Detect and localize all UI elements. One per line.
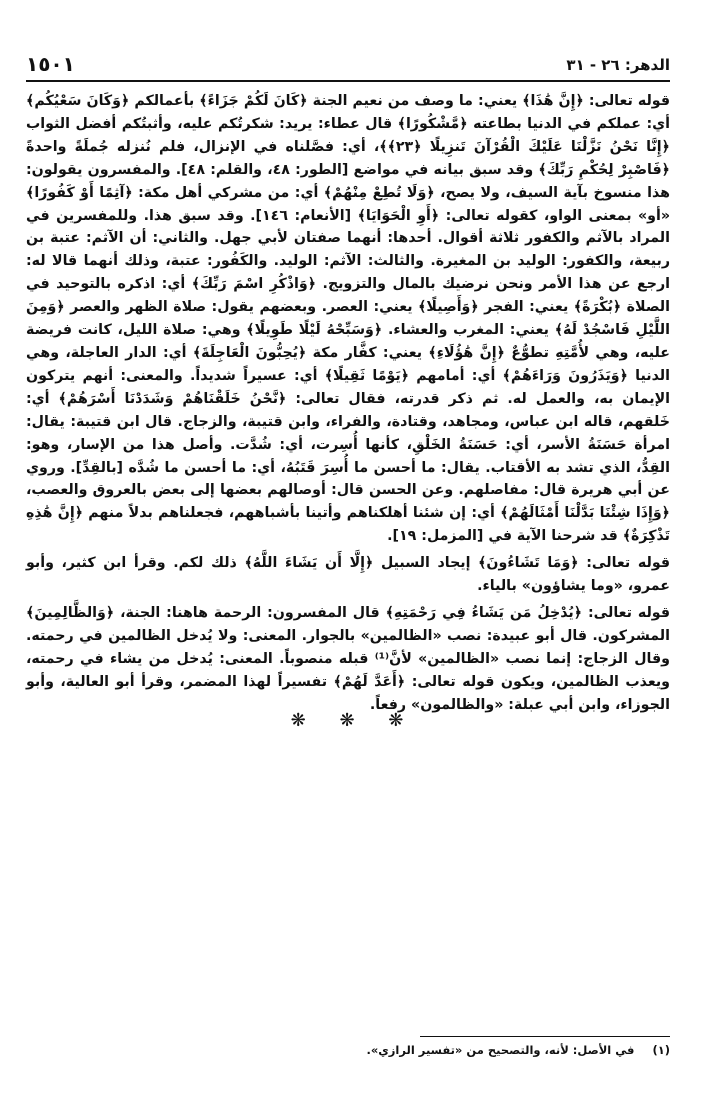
footnote-divider xyxy=(420,1036,670,1037)
paragraph-lead: قوله تعالى: xyxy=(588,93,670,109)
paragraph-lead: قوله تعالى: xyxy=(587,604,670,621)
paragraph-text: ﴿وَمَا تَشَاءُونَ﴾ إيجاد السبيل ﴿إِلَّا أَن يَشَاءَ اللَّهُ﴾ ذلك لكم. وقرأ ابن كثير، وأبو عمرو، «وما يشاؤون» بالياء. xyxy=(26,555,670,595)
paragraph-text: ﴿يُدْخِلُ مَن يَشَاءُ فِي رَحْمَتِهِ﴾ قال المفسرون: الرحمة هاهنا: الجنة، ﴿وَالظَّالِمِينَ﴾ المشركون. قال أبو عبيدة: نصب «الظالمين» بالجوار. المعنى: ولا يُدخل الظالمين في رحمته. وقال الزجاج: إنما نصب «الظالمين» لأنَّ⁽¹⁾ قبله منصوباً. المعنى: يُدخل من يشاء في رحمته، ويعذب الظالمين، ويكون قوله تعالى: ﴿أَعَدَّ لَهُمْ﴾ تفسيراً لهذا المضمر، وقرأ أبو العالية، وأبو الجوزاء، وابن أبي عبلة: «والظالمون» رفعاً. xyxy=(26,604,670,713)
section-ornament: ❋ ❋ ❋ xyxy=(290,710,418,731)
paragraph-text: ﴿إِنَّ هَٰذَا﴾ يعني: ما وصف من نعيم الجنة ﴿كَانَ لَكُمْ جَزَاءً﴾ بأعمالكم ﴿وَكَانَ سَعْيُكُم﴾ أي: عملكم في الدنيا بطاعته ﴿مَّشْكُورًا﴾ قال عطاء: يريد: شكرتُكم عليه، وأثبتُكم أفضل الثواب ﴿إِنَّا نَحْنُ نَزَّلْنَا عَلَيْكَ الْقُرْآنَ تَنزِيلًا ﴿٢٣﴾﴾، أي: فصَّلناه في الإنزال، فلم نُنزله جُملَةً واحدةً ﴿فَاصْبِرْ لِحُكْمِ رَبِّكَ﴾ وقد سبق بيانه في مواضع [الطور: ٤٨، والقلم: ٤٨]. والمفسرون يقولون: هذا منسوخ بآية السيف، ولا يصح، ﴿وَلَا تُطِعْ مِنْهُمْ﴾ أي: من مشركي أهل مكة: ﴿آثِمًا أَوْ كَفُورًا﴾ «أو» بمعنى الواو، كقوله تعالى: ﴿أَوِ الْحَوَايَا﴾ [الأنعام: ١٤٦]. وقد سبق هذا. وللمفسرين في المراد بالآثم والكفور ثلاثة أقوال. أحدها: أنهما صفتان لأبي جهل. والثاني: أن الآثم: عتبة بن ربيعة، والكفور: الوليد بن المغيرة. والثالث: الآثم: الوليد. والكَفُور: عتبة، وذلك أنهما قالا له: ارجع عن هذا الأمر ونحن نرضيك بالمال والتزويج. ﴿وَاذْكُرِ اسْمَ رَبِّكَ﴾ أي: اذكره بالتوحيد في الصلاة ﴿بُكْرَةً﴾ يعني: الفجر ﴿وَأَصِيلًا﴾ يعني: العصر. وبعضهم يقول: صلاة الظهر والعصر ﴿وَمِنَ اللَّيْلِ فَاسْجُدْ لَهُ﴾ يعني: المغرب والعشاء. ﴿وَسَبِّحْهُ لَيْلًا طَوِيلًا﴾ وهي: صلاة الليل، كانت فريضة عليه، وهي لأُمَّتِهِ تطوُّعٌ ﴿إِنَّ هَٰؤُلَاءِ﴾ يعني: كفَّار مكة ﴿يُحِبُّونَ الْعَاجِلَةَ﴾ أي: الدار العاجلة، وهي الدنيا ﴿وَيَذَرُونَ وَرَاءَهُمْ﴾ أي: أمامهم ﴿يَوْمًا ثَقِيلًا﴾ أي: عسيراً شديداً. والمعنى: أنهم يتركون الإيمان به، والعمل له. ثم ذكر قدرته، فقال تعالى: ﴿نَّحْنُ خَلَقْنَاهُمْ وَشَدَدْنَا أَسْرَهُمْ﴾ أي: خَلقهم، قاله ابن عباس، ومجاهد، وقتادة، والفراء، وابن قتيبة، والزجاج. قال ابن قتيبة: يقال: امرأة حَسَنَةُ الأسر، أي: حَسَنَةُ الخَلْقِ، كأنها أُسِرت، أي: شُدَّت. وأصل هذا من الإسار، وهو: القِدُّ، الذي تشد به الأقتاب. يقال: ما أحسن ما أُسِرَ قَتَبُهُ، أي: ما أحسن ما شُدَّه [بالقِدِّ]. وروي عن أبي هريرة قال: مفاصلهم. وعن الحسن قال: أوصالهم بعضها إلى بعض بالعروق والعصب، ﴿وَإِذَا شِئْنَا بَدَّلْنَا أَمْثَالَهُمْ﴾ أي: إن شئنا أهلكناهم وأتينا بأشباههم، فجعلناهم بدلاً منهم ﴿إِنَّ هَٰذِهِ تَذْكِرَةٌ﴾ قد شرحنا الآية في [المزمل: ١٩]. xyxy=(26,93,671,545)
page-number: ١٥٠١ xyxy=(26,52,75,76)
paragraph xyxy=(26,552,670,598)
paragraph xyxy=(26,602,670,717)
chapter-title: الدهر: ٢٦ - ٣١ xyxy=(566,56,670,74)
footnote-number: (١) xyxy=(652,1043,670,1057)
footnote xyxy=(200,1043,670,1057)
page-header xyxy=(26,50,670,82)
paragraph-lead: قوله تعالى: xyxy=(586,555,671,572)
paragraph xyxy=(26,90,670,548)
footnote-text: في الأصل: لأنه، والتصحيح من «تفسير الرازي». xyxy=(366,1043,635,1057)
main-text xyxy=(26,90,670,716)
